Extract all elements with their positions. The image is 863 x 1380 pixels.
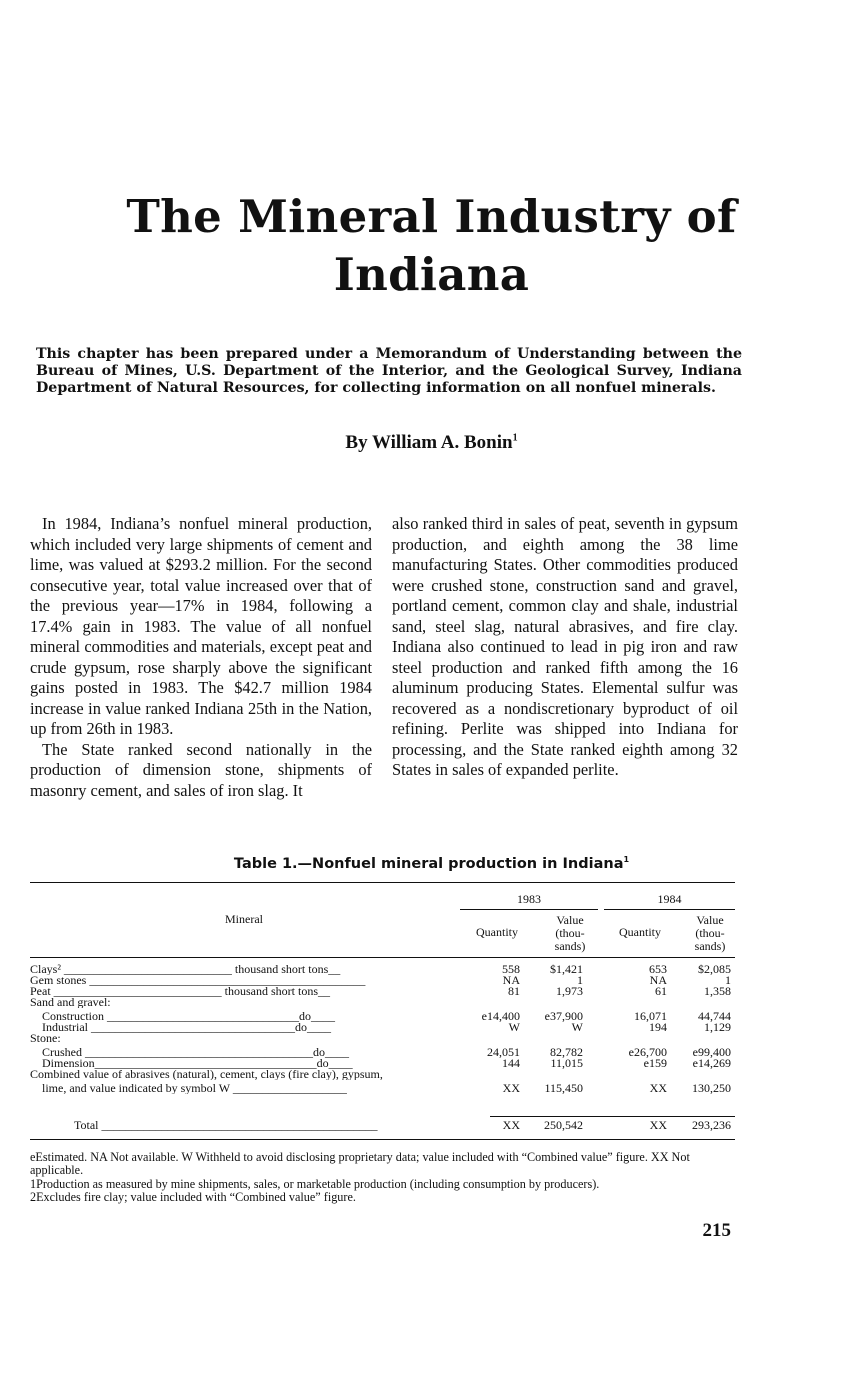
cell-quantity-1983: 558 [502, 962, 520, 976]
cell-value-1984: e99,400 [692, 1045, 731, 1059]
cell-quantity-1984: NA [649, 973, 667, 987]
cell-quantity-1984: 194 [649, 1020, 667, 1034]
table-row [30, 1069, 735, 1080]
table-bottom-rule [30, 1139, 735, 1140]
row-label: Stone: [30, 1033, 61, 1044]
row-label: Gem stones ______________________________________________ [30, 975, 366, 986]
cell-quantity-1983: XX [502, 1118, 520, 1132]
cell-value-1983: 82,782 [550, 1045, 583, 1059]
cell-quantity-1984: e159 [643, 1056, 667, 1070]
body-column-left [30, 514, 372, 801]
cell-value-1984: 1 [725, 973, 731, 987]
table-top-rule [30, 882, 735, 883]
table-row [30, 1022, 735, 1033]
cell-value-1983: 250,542 [544, 1118, 583, 1132]
header-year-1984: 1984 [657, 892, 682, 906]
table-row [30, 1083, 735, 1094]
row-label: Industrial __________________________________do____ [30, 1022, 331, 1033]
author-note-ref: 1 [512, 432, 518, 444]
row-label: Clays² ____________________________ thousand short tons__ [30, 964, 341, 975]
chapter-intro: This chapter has been prepared under a Memorandum of Understanding between the Bureau of Mines, U.S. Department of the Interior, and the Geological Survey, Indiana Department of Natural Resources, for collecting information on all nonfuel minerals. [36, 346, 742, 396]
cell-value-1983: 11,015 [550, 1056, 583, 1070]
cell-quantity-1983: e14,400 [481, 1009, 520, 1023]
footnote: 1Production as measured by mine shipments, sales, or marketable production (including consumption by producers). [30, 1176, 600, 1191]
body-paragraph: In 1984, Indiana’s nonfuel mineral production, which included very large shipments of cement and lime, was valued at $293.2 million. For the second consecutive year, total value increased over that of the previous year—17% in 1984, following a 17.4% gain in 1983. The value of all nonfuel mineral commodities and materials, except peat and crude gypsum, rose sharply above the significant gains posted in 1983. The $42.7 million 1984 increase in value ranked Indiana 25th in the Nation, up from 26th in 1983. [30, 514, 372, 738]
cell-quantity-1984: 653 [649, 962, 667, 976]
row-label: Dimension_____________________________________do____ [30, 1058, 353, 1069]
cell-quantity-1984: 61 [655, 984, 667, 998]
table-row [30, 975, 735, 986]
cell-value-1983: 1 [577, 973, 583, 987]
table-title-note: 1 [623, 855, 630, 864]
footnote: eEstimated. NA Not available. W Withheld to avoid disclosing proprietary data; value included with “Combined value” figure. XX Not applicable. [30, 1150, 690, 1178]
row-label: Construction ________________________________do____ [30, 1011, 335, 1022]
cell-value-1984: 1,358 [704, 984, 731, 998]
cell-value-1983: e37,900 [544, 1009, 583, 1023]
table-total [30, 1120, 735, 1131]
table-row [30, 986, 735, 997]
cell-value-1984: 130,250 [692, 1081, 731, 1095]
cell-value-1983: W [571, 1020, 583, 1034]
table-row [30, 1011, 735, 1022]
cell-value-1984: 44,744 [698, 1009, 731, 1023]
row-label: Combined value of abrasives (natural), cement, clays (fire clay), gypsum, [30, 1069, 383, 1080]
cell-value-1983: $1,421 [550, 962, 583, 976]
header-value: Value (thou- sands) [694, 913, 726, 953]
cell-quantity-1983: NA [502, 973, 520, 987]
table-footnotes [30, 1151, 735, 1205]
cell-value-1984: e14,269 [692, 1056, 731, 1070]
table-row [30, 1058, 735, 1069]
page-title: The Mineral Industry of Indiana [126, 190, 737, 301]
body-paragraph: also ranked third in sales of peat, seventh in gypsum production, and eighth among the 38 lime manufacturing States. Other commodities produced were crushed stone, construction sand and gravel, portland cement, common clay and shale, industrial sand, steel slag, natural abrasives, and fire clay. Indiana also continued to lead in pig iron and raw steel production and ranked fifth among the 16 aluminum producing States. Elemental sulfur was recovered as a nondiscretionary byproduct of oil refining. Perlite was shipped into Indiana for processing, and the State ranked eighth among 32 States in sales of expanded perlite. [392, 514, 738, 779]
cell-quantity-1984: 16,071 [634, 1009, 667, 1023]
header-bottom-rule [30, 957, 735, 958]
cell-value-1984: $2,085 [698, 962, 731, 976]
cell-quantity-1983: XX [502, 1081, 520, 1095]
year-1983-rule [460, 909, 598, 910]
table-row [30, 964, 735, 975]
cell-value-1983: 1,973 [556, 984, 583, 998]
cell-quantity-1983: 81 [508, 984, 520, 998]
cell-quantity-1983: W [508, 1020, 520, 1034]
cell-quantity-1984: XX [649, 1118, 667, 1132]
row-label: lime, and value indicated by symbol W ___________________ [30, 1083, 347, 1094]
author-name: By William A. Bonin [345, 432, 513, 453]
cell-quantity-1983: 24,051 [487, 1045, 520, 1059]
header-year-1983: 1983 [517, 892, 541, 906]
table-row [30, 1033, 735, 1044]
header-value: Value (thou- sands) [554, 913, 586, 953]
body-paragraph: The State ranked second nationally in the production of dimension stone, shipments of masonry cement, and sales of iron slag. It [30, 739, 372, 800]
header-quantity: Quantity [476, 925, 518, 939]
body-column-right [392, 514, 738, 781]
cell-value-1984: 293,236 [692, 1118, 731, 1132]
header-quantity: Quantity [619, 925, 661, 939]
table-row [30, 1047, 735, 1058]
table-body [30, 964, 735, 1094]
row-label: Peat ____________________________ thousand short tons__ [30, 986, 330, 997]
table-title-text: Table 1.—Nonfuel mineral production in Indiana [233, 855, 624, 872]
year-1984-rule [604, 909, 735, 910]
cell-quantity-1983: 144 [502, 1056, 520, 1070]
table-title [0, 855, 863, 872]
page-number: 215 [702, 1220, 731, 1241]
production-table [30, 882, 735, 1144]
row-label: Crushed ______________________________________do____ [30, 1047, 349, 1058]
total-rule [490, 1116, 735, 1117]
table-row [30, 997, 735, 1008]
table-row-total [30, 1120, 735, 1131]
header-mineral: Mineral [225, 912, 263, 926]
author-byline [0, 432, 863, 454]
row-label: Total ______________________________________________ [74, 1120, 378, 1131]
cell-quantity-1984: XX [649, 1081, 667, 1095]
footnote: 2Excludes fire clay; value included with “Combined value” figure. [30, 1190, 356, 1205]
cell-value-1983: 115,450 [544, 1081, 583, 1095]
cell-quantity-1984: e26,700 [628, 1045, 667, 1059]
row-label: Sand and gravel: [30, 997, 111, 1008]
cell-value-1984: 1,129 [704, 1020, 731, 1034]
